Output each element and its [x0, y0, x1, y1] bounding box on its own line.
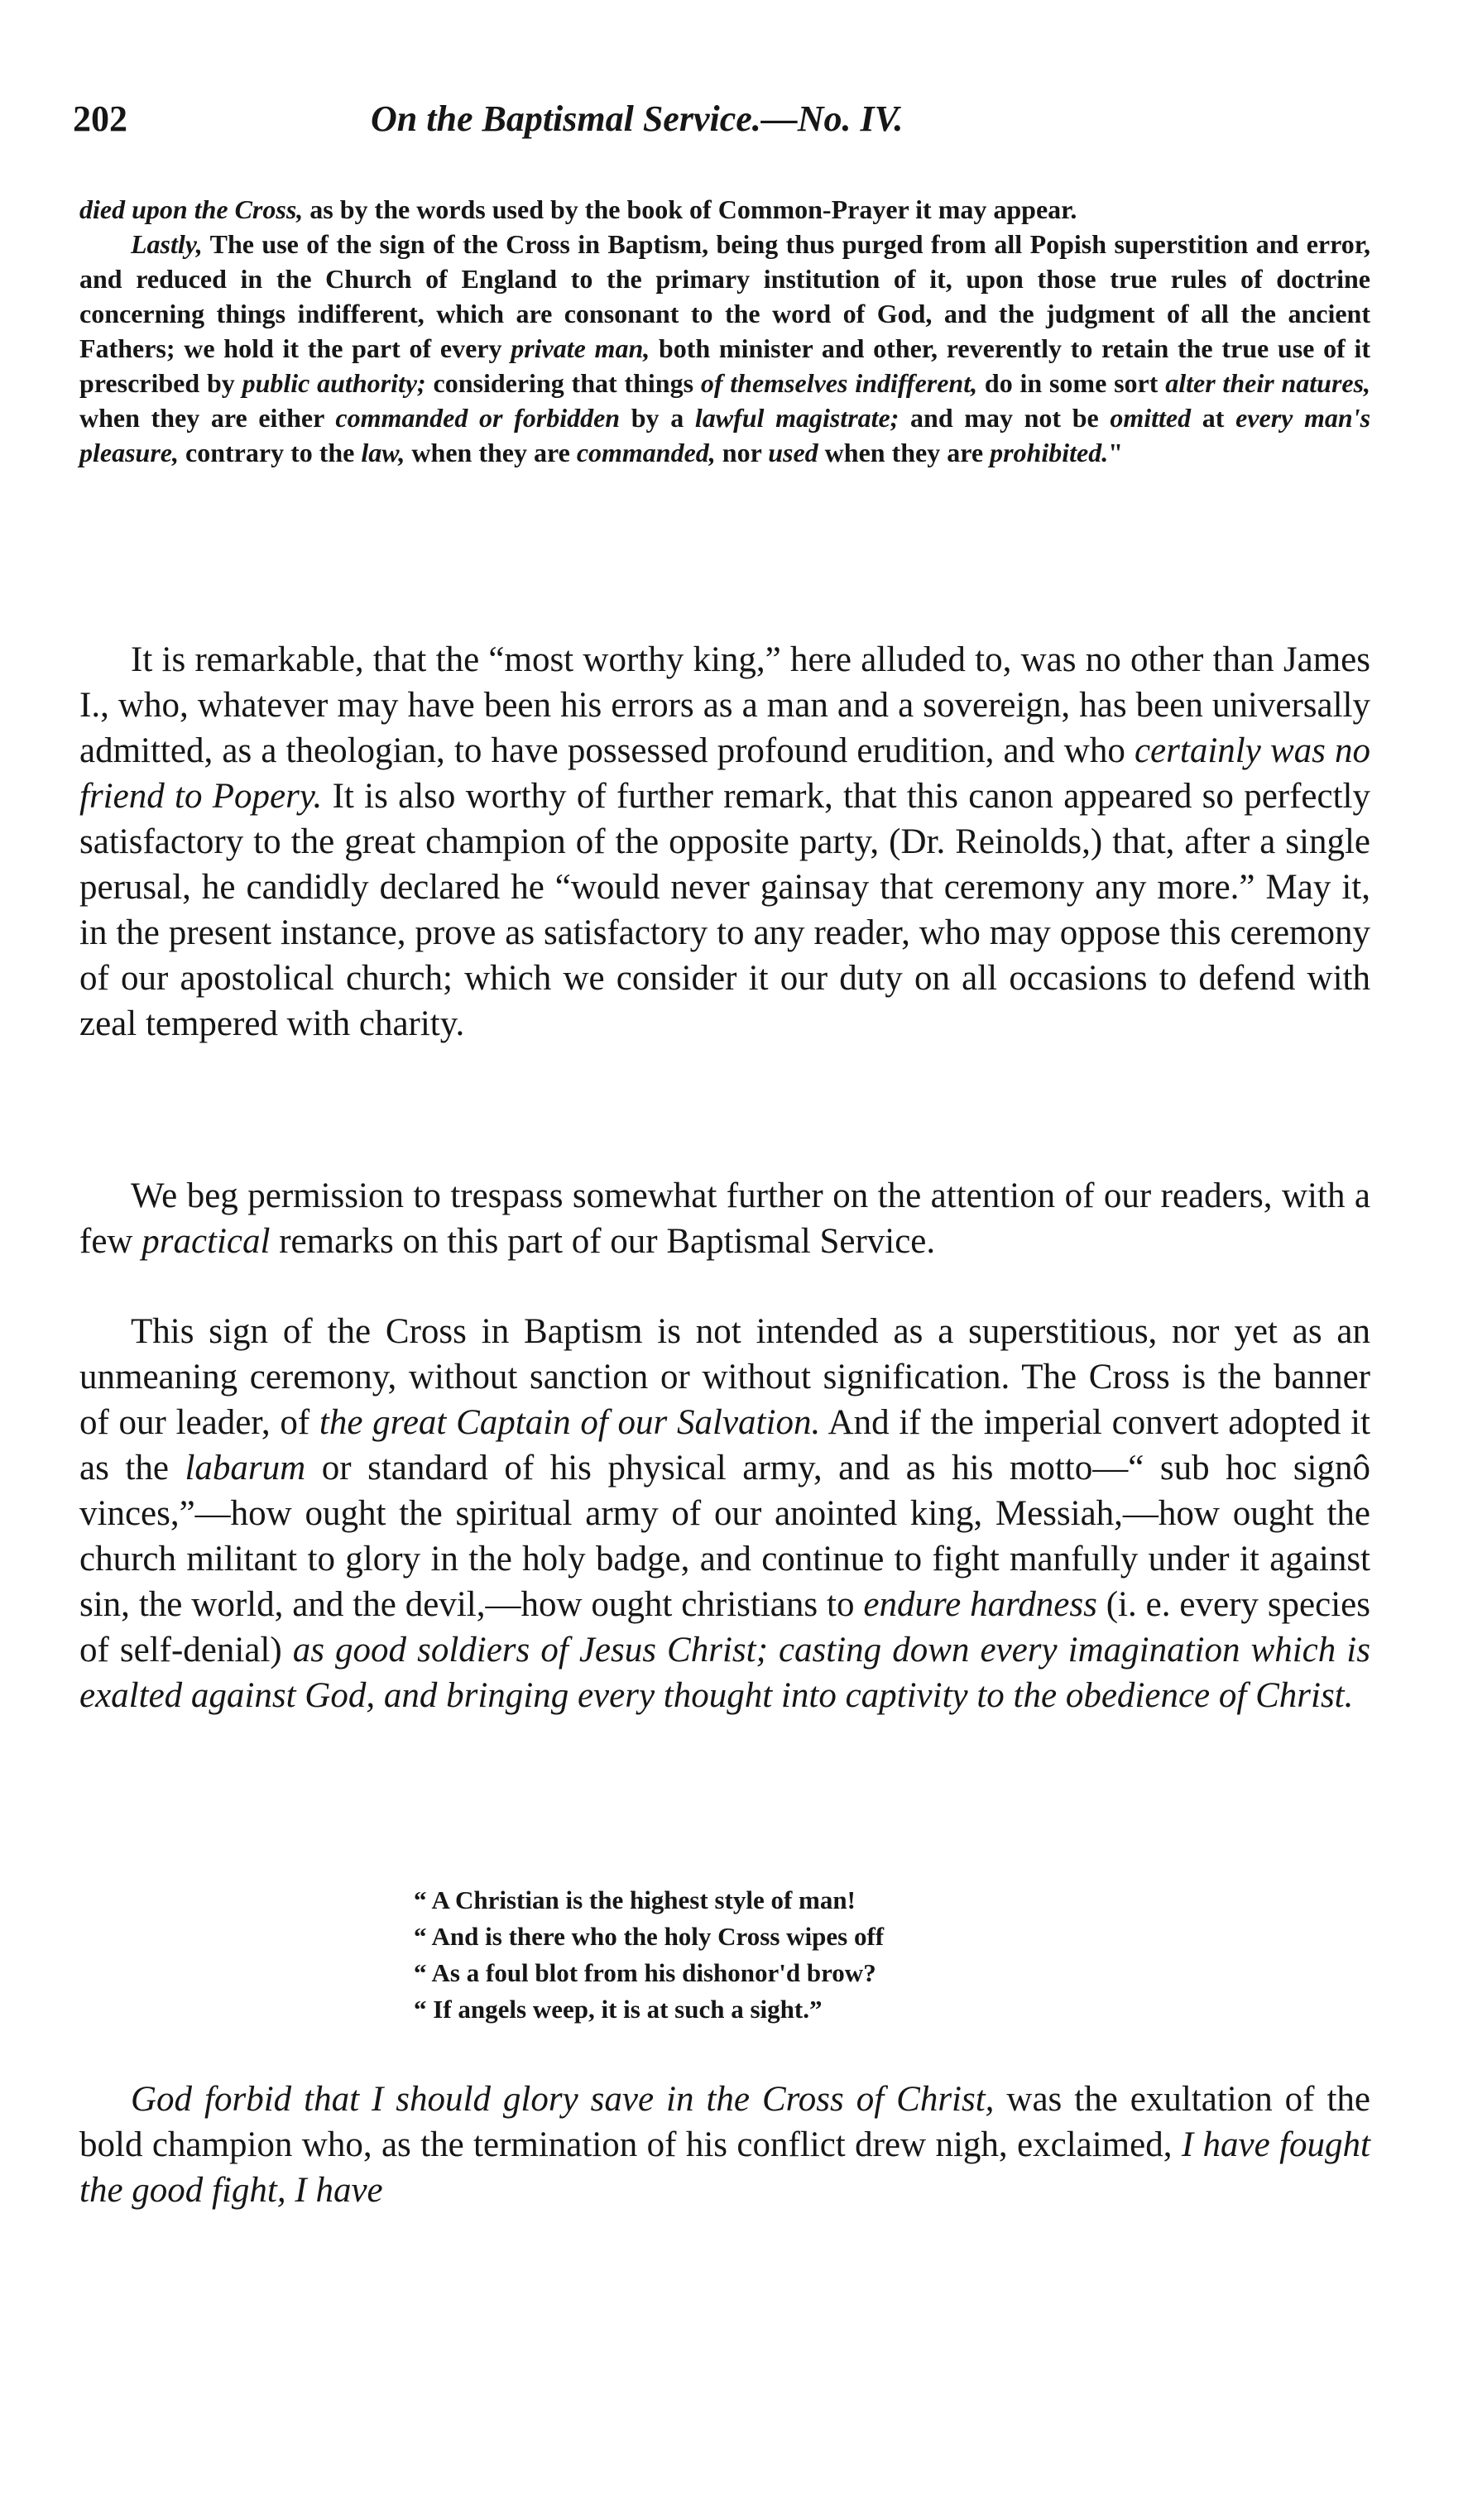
canon-quotation — [79, 192, 1370, 470]
page-header — [73, 98, 1397, 156]
paragraph-permission: We beg permission to trespass somewhat further on the attention of our readers, with a few practical remarks on this part of our Baptismal Service. — [79, 1176, 1370, 1261]
poem-line: “ And is there who the holy Cross wipes off — [414, 1922, 885, 1951]
running-title: On the Baptismal Service.—No. IV. — [371, 98, 904, 139]
poem-line: “ As a foul blot from his dishonor'd brow? — [414, 1958, 876, 1987]
poem-quotation — [414, 1882, 1159, 2028]
poem-line: “ A Christian is the highest style of man! — [414, 1885, 856, 1914]
canon-paragraph-1: died upon the Cross, as by the words used by the book of Common-Prayer it may appear. — [79, 194, 1077, 224]
paragraph-god-forbid: God forbid that I should glory save in the Cross of Christ, was the exultation of the bold champion who, as the termination of his conflict drew nigh, exclaimed, I have fought the good fight, I have — [79, 2080, 1371, 2210]
page-number: 202 — [73, 98, 127, 139]
canon-paragraph-lastly: Lastly, The use of the sign of the Cross in Baptism, being thus purged from all Popish superstition and error, and reduced in the Church of England to the primary institution of it, upon those true rules of doctrine concerning things indifferent, which are consonant to the word of God, and the judgment of all the ancient Fathers; we hold it the part of every private man, both minister and other, reverently to retain the true use of it prescribed by public authority; considering that things of themselves indifferent, do in some sort alter their natures, when they are either commanded or forbidden by a lawful magistrate; and may not be omitted at every man's pleasure, contrary to the law, when they are commanded, nor used when they are prohibited." — [79, 229, 1371, 467]
paragraph-sign-of-cross: This sign of the Cross in Baptism is not intended as a superstitious, nor yet as an unmeaning ceremony, without sanction or without signification. The Cross is the banner of our leader, of the great Captain of our Salvation. And if the imperial convert adopted it as the labarum or standard of his physical army, and as his motto—“ sub hoc signô vinces,”—how ought the spiritual army of our anointed king, Messiah,—how ought the church militant to glory in the holy badge, and continue to fight manfully under it against sin, the world, and the devil,—how ought christians to endure hardness (i. e. every species of self-denial) as good soldiers of Jesus Christ; casting down every imagination which is exalted against God, and bringing every thought into captivity to the obedience of Christ. — [79, 1312, 1371, 1715]
paragraph-remarkable: It is remarkable, that the “most worthy king,” here alluded to, was no other than James I., who, whatever may have been his errors as a man and a sovereign, has been universally admitted, as a theologian, to have possessed profound erudition, and who certainly was no friend to Popery. It is also worthy of further remark, that this canon appeared so perfectly satisfactory to the great champion of the opposite party, (Dr. Reinolds,) that, after a single perusal, he candidly declared he “would never gainsay that ceremony any more.” May it, in the present instance, prove as satisfactory to any reader, who may oppose this ceremony of our apostolical church; which we consider it our duty on all occasions to defend with zeal tempered with charity. — [79, 640, 1371, 1043]
poem-line: “ If angels weep, it is at such a sight.” — [414, 1995, 823, 2024]
